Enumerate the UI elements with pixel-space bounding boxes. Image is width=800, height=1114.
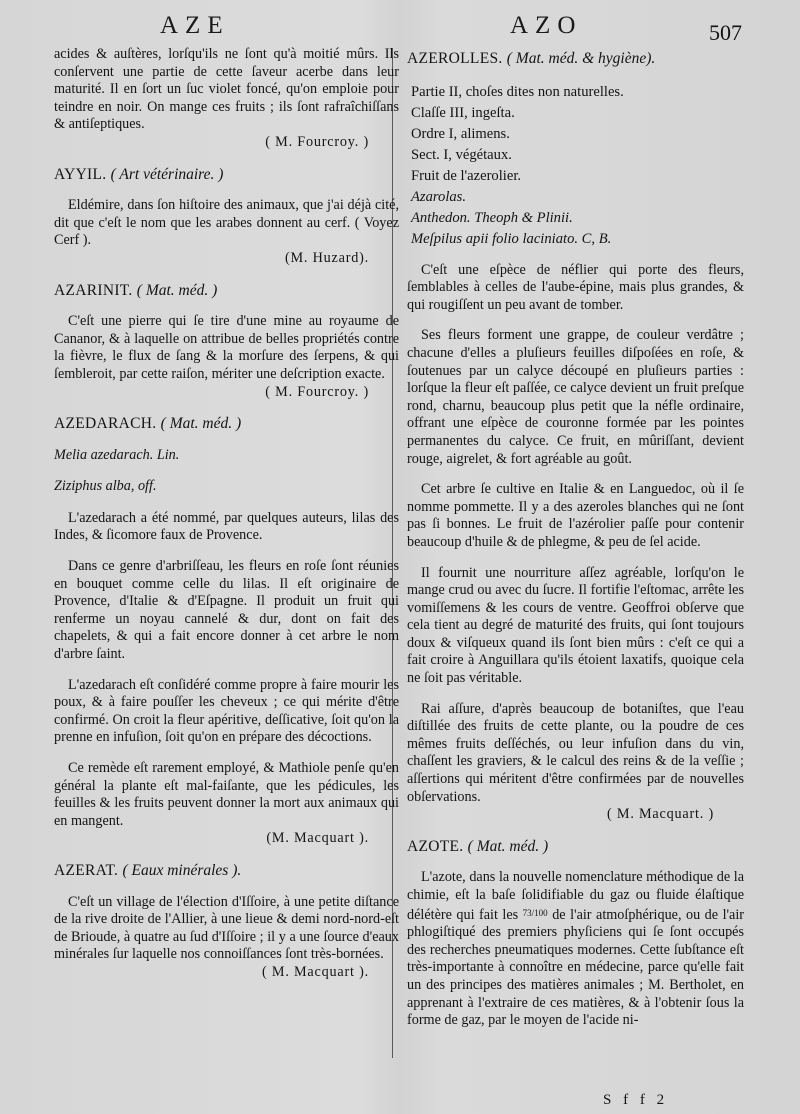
fraction: 73/100	[522, 907, 548, 918]
entry-text-ayyil: Eldémire, dans ſon hiſtoire des animaux, que j'ai déjà cité, dit que c'eſt le nom que les arabes donnent au cerf. ( Voyez Cerf ).	[54, 197, 399, 249]
classification-line: Fruit de l'azerolier.	[411, 167, 522, 184]
signature-mark: S f f 2	[603, 1092, 669, 1108]
classification-block	[407, 82, 744, 250]
entry-paragraph: C'eſt une eſpèce de néflier qui porte des fleurs, ſemblables à celles de l'aube-épine, mais plus grandes, & qui rougiſſent un peu avant de tomber.	[407, 261, 744, 313]
entry-paragraph: Dans ce genre d'arbriſſeau, les fleurs en roſe ſont réunies en bouquet comme celle du lilas. Il eſt originaire de Provence, d'Italie & d'Eſpagne. Il produit un fruit qui renferme un noyau cannelé & dur, dont on fait des chapelets, & qui a fait encore donner à cet arbre le nom d'arbre ſaint.	[54, 558, 399, 663]
entry-category: ( Mat. méd. )	[160, 415, 242, 433]
entry-heading-azerat	[54, 862, 399, 880]
classification-line: Partie II, choſes dites non naturelles.	[411, 83, 624, 100]
entry-signature-azerolles: ( M. Macquart. )	[607, 806, 714, 823]
entry-paragraph: Il fournit une nourriture aſſez agréable, lorſqu'on le mange crud ou avec du ſucre. Il fortifie l'eſtomac, arrête les vomiſſemens & les cours de ventre. Geoffroi obſerve que cela tient au degré de maturité des fruits, qui ſont toujours doux & viſqueux quand ils ſont bien mûrs : c'eſt ce qui a fait croire à Anguillara qu'ils étoient laxatifs, quoique cela ne ſoit pas véritable.	[407, 564, 744, 687]
entry-title: AZOTE.	[407, 837, 464, 855]
entry-heading-azerolles	[407, 50, 744, 68]
entry-paragraph: Rai aſſure, d'après beaucoup de botaniſtes, que l'eau diſtillée des fruits de cette plante, ou la poudre de ces mêmes fruits deſſéchés, ou leur infuſion dans du vin, chaſſent les graviers, & le calcul des reins & de la veſſie ; aſſertions qui méritent d'être confirmées par de nouvelles obſervations.	[407, 700, 744, 805]
entry-signature-azarinit: ( M. Fourcroy. )	[265, 383, 369, 400]
intro-signature: ( M. Fourcroy. )	[265, 133, 369, 150]
page-number: 507	[709, 20, 742, 45]
right-column	[407, 46, 744, 1030]
left-column	[54, 46, 399, 992]
entry-paragraph: Ses fleurs forment une grappe, de couleur verdâtre ; chacune d'elles a pluſieurs feuilles diſpoſées en roſe, & ſoutenues par un calyce découpé en pluſieurs parties : lorſque la fleur eſt paſſée, ce calyce devient un fruit preſque rond, charnu, beaucoup plus petit que la néfle ordinaire, offrant une eſpèce de couronne formée par les pointes permanentes du calyce. Ce fruit, en mûriſſant, devient rouge, aigrelet, & fort agréable au goût.	[407, 327, 744, 467]
entry-text-azarinit: C'eſt une pierre qui ſe tire d'une mine au royaume de Cananor, & à laquelle on attribue de belles propriétés contre la fièvre, le flux de ſang & la morſure des ſerpens, & qui ſembleroit, par cette raiſon, mériter une deſcription exacte.	[54, 313, 399, 382]
classification-line: Anthedon. Theoph & Plinii.	[411, 209, 573, 226]
classification-line: Azarolas.	[411, 188, 467, 205]
entry-category: ( Eaux minérales ).	[122, 861, 242, 879]
azote-text-part-a: L'azote, dans la nouvelle nomenclature méthodique de la chimie, eſt la baſe ſolidifiable du gaz ou fluide élaſtique délétère qui fait les	[407, 869, 744, 923]
classification-line: Sect. I, végétaux.	[411, 146, 512, 163]
synonym-line: Ziziphus alba, off.	[54, 478, 157, 495]
running-head-right: AZO	[510, 12, 583, 39]
entry-title: AZEDARACH.	[54, 415, 157, 433]
entry-heading-azarinit	[54, 282, 399, 300]
entry-signature-azerat: ( M. Macquart ).	[262, 963, 369, 980]
entry-heading-azote	[407, 838, 744, 856]
entry-text-azerat: C'eſt un village de l'élection d'Iſſoire, à une petite diſtance de la rive droite de l'Allier, à une lieue & demi nord-nord-eſt de Brioude, à quatre au ſud d'Iſſoire ; il y a une ſource d'eaux minérales ſur laquelle nos connoiſſances ſont très-bornées.	[54, 893, 399, 963]
entry-signature-azedarach: (M. Macquart ).	[266, 830, 369, 847]
entry-heading-azedarach	[54, 415, 399, 433]
classification-line: Claſſe III, ingeſta.	[411, 104, 515, 121]
synonym-line: Melia azedarach. Lin.	[54, 446, 180, 463]
entry-category: ( Mat. méd. & hygiène).	[506, 50, 656, 67]
entry-category: ( Mat. méd. )	[467, 837, 549, 855]
intro-paragraph: acides & auſtères, lorſqu'ils ne ſont qu'à moitié mûrs. Ils conſervent une partie de cette ſaveur acerbe dans leur maturité. Il en ſort un ſuc violet foncé, qu'on emploie pour teindre en noir. On mange ces fruits ; ils ſont rafraîchiſſans & antiſeptiques.	[54, 46, 399, 133]
classification-line: Meſpilus apii folio laciniato. C, B.	[411, 230, 612, 247]
entry-paragraph: L'azedarach eſt conſidéré comme propre à faire mourir les poux, & à faire pouſſer les cheveux ; ce qui mérite d'être confirmé. On croit la fleur apéritive, deſſicative, ſoit qu'on la prenne en infuſion, ſoit qu'on en prépare des décoctions.	[54, 676, 399, 746]
entry-category: ( Art vétérinaire. )	[110, 165, 224, 183]
running-head-left: AZE	[160, 12, 230, 39]
classification-line: Ordre I, alimens.	[411, 125, 510, 142]
azote-text-part-b: de l'air atmoſphérique, ou de l'air phlogiſtiqué des premiers phyſiciens qui ſe ſont occupés des recherches pneumatiques modernes. Cette ſubſtance eſt très-importante à connoître en médecine, parce qu'elle fait un des principes des matières animales ; M. Bertholet, en apprenant à l'extraire de ces matières, & à l'obtenir ſous la forme de gaz, par le moyen de l'acide ni-	[407, 906, 745, 1029]
entry-paragraph: Cet arbre ſe cultive en Italie & en Languedoc, où il ſe nomme pommette. Il y a des azeroles blanches qui ne ſont pas ſi bonnes. Le fruit de l'azérolier paſſe pour contenir beaucoup d'huile & de phlegme, & peu de ſel acide.	[407, 481, 744, 550]
entry-title: AYYIL.	[54, 165, 107, 183]
entry-title: AZARINIT.	[54, 281, 133, 299]
entry-signature-ayyil: (M. Huzard).	[284, 249, 369, 266]
entry-paragraph: Ce remède eſt rarement employé, & Mathiole penſe qu'en général la plante eſt mal-faiſante, que les pédicules, les feuilles & les fruits peuvent donner la mort aux animaux qui en mangent.	[54, 760, 399, 829]
entry-title: AZEROLLES.	[407, 50, 503, 67]
entry-paragraph: L'azedarach a été nommé, par quelques auteurs, lilas des Indes, & ſicomore faux de Provence.	[54, 509, 399, 544]
entry-title: AZERAT.	[54, 861, 119, 879]
entry-text-azote	[407, 869, 744, 1029]
entry-category: ( Mat. méd. )	[136, 281, 218, 299]
entry-heading-ayyil	[54, 166, 399, 184]
